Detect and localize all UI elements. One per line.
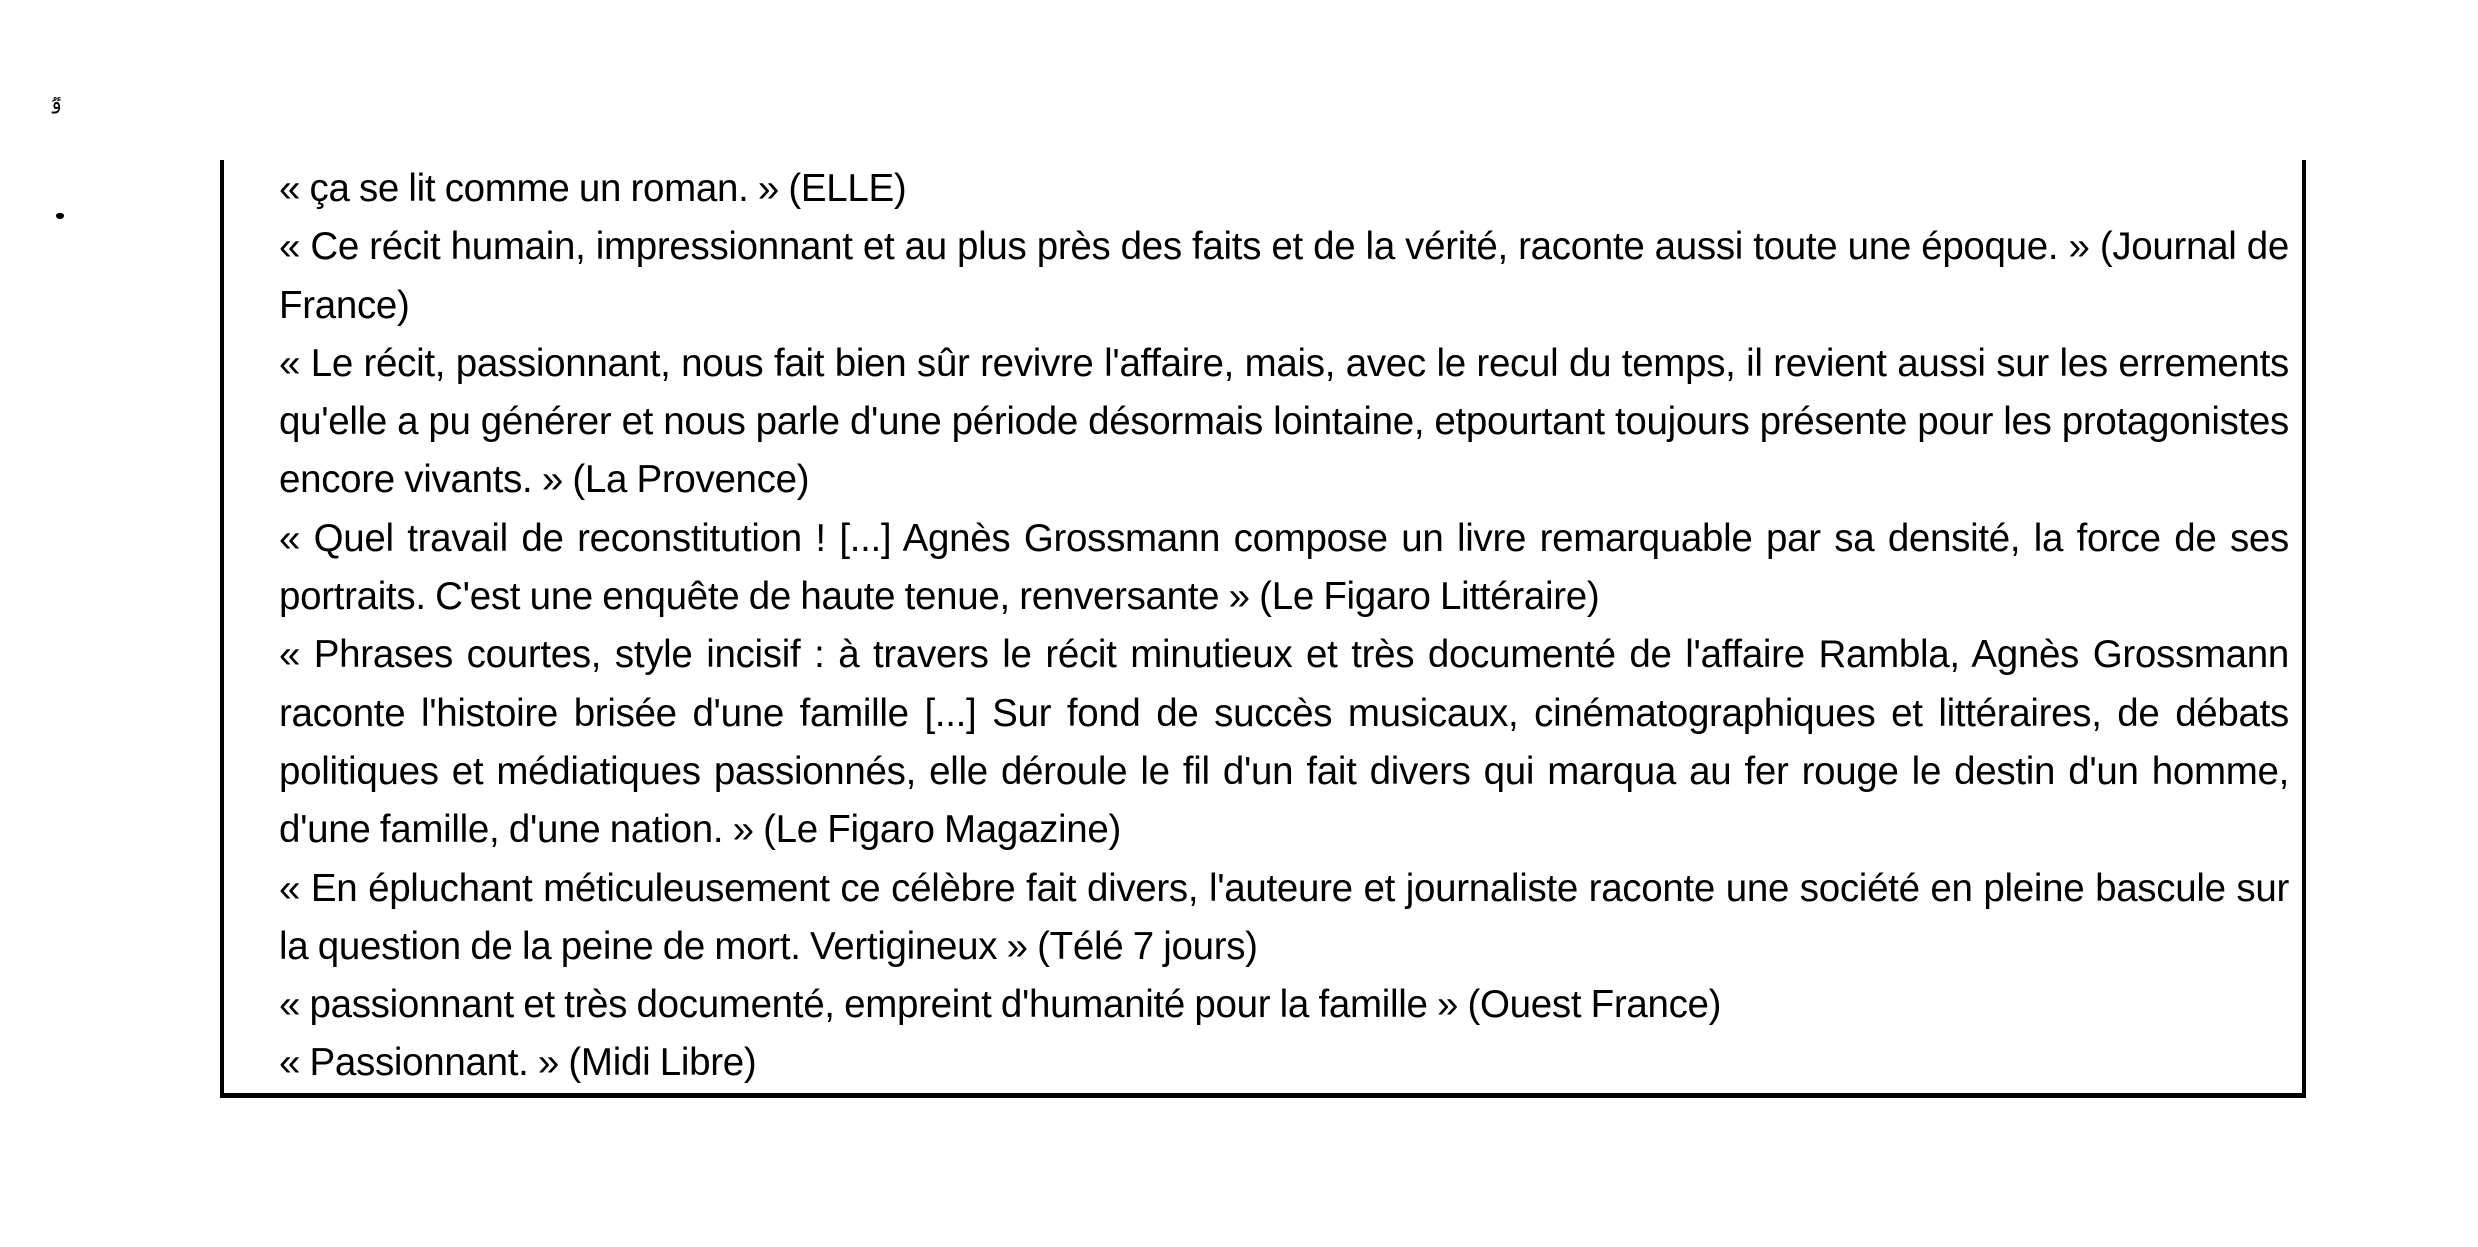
press-quote-elle: « ça se lit comme un roman. » (ELLE) <box>279 167 907 210</box>
scan-speck-dot <box>56 213 64 219</box>
press-quote-figaro-litteraire: « Quel travail de reconstitution ! [...] Agnès Grossmann compose un livre remarquable par sa densité, la force de ses portraits. C'est une enquête de haute tenue, renversante » (Le Figaro Littéraire) <box>279 516 2289 619</box>
press-quotes-list <box>279 160 2289 1093</box>
press-quote-la-provence: « Le récit, passionnant, nous fait bien sûr revivre l'affaire, mais, avec le recul du temps, il revient aussi sur les errements qu'elle a pu générer et nous parle d'une période désormais lointaine, etpourtant toujours présente pour les protagonistes encore vivants. » (La Provence) <box>279 341 2289 502</box>
press-quote-figaro-magazine: « Phrases courtes, style incisif : à travers le récit minutieux et très documenté de l'affaire Rambla, Agnès Grossmann raconte l'histoire brisée d'une famille [...] Sur fond de succès musicaux, cinématographiques et littéraires, de débats politiques et médiatiques passionnés, elle déroule le fil d'un fait divers qui marqua au fer rouge le destin d'un homme, d'une famille, d'une nation. » (Le Figaro Magazine) <box>279 633 2289 852</box>
press-quote-midi-libre: « Passionnant. » (Midi Libre) <box>279 1041 757 1085</box>
press-quote-ouest-france: « passionnant et très documenté, empreint d'humanité pour la famille » (Ouest France) <box>279 983 1722 1027</box>
scan-speck-top: ٷ <box>50 90 62 114</box>
press-quotes-box <box>220 160 2306 1098</box>
press-quote-journal-de-france: « Ce récit humain, impressionnant et au plus près des faits et de la vérité, raconte aussi toute une époque. » (Journal de France) <box>279 225 2289 327</box>
press-quote-tele-7-jours: « En épluchant méticuleusement ce célèbre fait divers, l'auteure et journaliste raconte une société en pleine bascule sur la question de la peine de mort. Vertigineux » (Télé 7 jours) <box>279 866 2289 968</box>
